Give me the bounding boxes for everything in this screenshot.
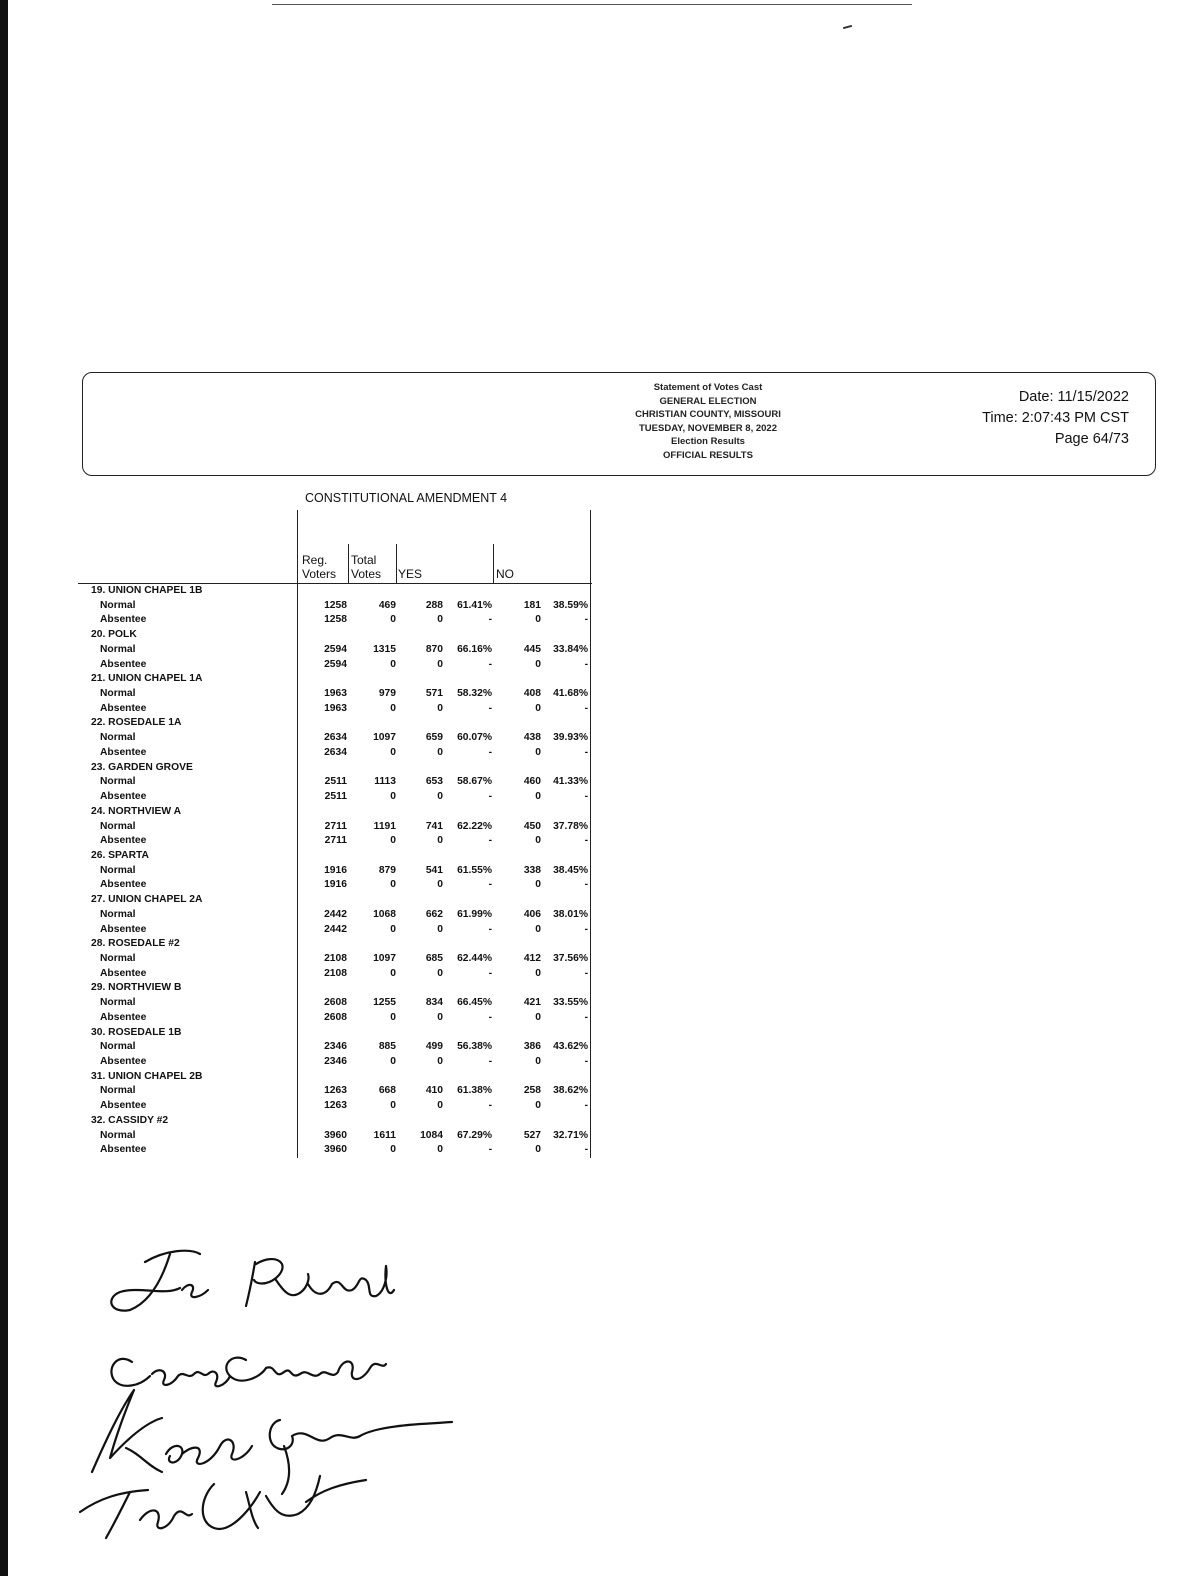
results-table xyxy=(0,584,600,1158)
reg-voters-cell: 1258 xyxy=(324,614,347,626)
column-divider xyxy=(348,544,349,584)
table-row xyxy=(0,1099,600,1114)
total-votes-cell: 0 xyxy=(390,658,396,670)
no-votes-cell: 0 xyxy=(535,835,541,847)
yes-percent-cell: - xyxy=(488,702,492,714)
no-votes-cell: 386 xyxy=(523,1041,541,1053)
total-votes-cell: 0 xyxy=(390,1011,396,1023)
no-percent-cell: - xyxy=(584,1144,588,1156)
no-percent-cell: - xyxy=(584,879,588,891)
no-votes-cell: 406 xyxy=(523,908,541,920)
yes-percent-cell: - xyxy=(488,1144,492,1156)
no-votes-cell: 438 xyxy=(523,732,541,744)
vote-type-label: Absentee xyxy=(100,702,147,714)
precinct-name: 31. UNION CHAPEL 2B xyxy=(91,1070,203,1082)
no-votes-cell: 408 xyxy=(523,688,541,700)
yes-votes-cell: 0 xyxy=(437,658,443,670)
total-votes-cell: 0 xyxy=(390,614,396,626)
total-votes-cell: 0 xyxy=(390,879,396,891)
yes-votes-cell: 288 xyxy=(425,599,443,611)
table-row xyxy=(0,820,600,835)
table-row xyxy=(0,613,600,628)
column-header-yes: YES xyxy=(398,567,423,581)
vote-type-label: Normal xyxy=(100,776,136,788)
no-percent-cell: - xyxy=(584,923,588,935)
vote-type-label: Normal xyxy=(100,688,136,700)
precinct-row xyxy=(0,716,600,731)
total-votes-cell: 1315 xyxy=(373,643,396,655)
no-percent-cell: 38.01% xyxy=(553,908,588,920)
reg-voters-cell: 2511 xyxy=(324,791,347,803)
signature-3 xyxy=(92,1390,452,1494)
vote-type-label: Normal xyxy=(100,1129,136,1141)
yes-votes-cell: 653 xyxy=(425,776,443,788)
yes-percent-cell: 61.55% xyxy=(457,864,492,876)
report-time: Time: 2:07:43 PM CST xyxy=(982,410,1129,426)
vote-type-label: Normal xyxy=(100,908,136,920)
total-votes-cell: 1191 xyxy=(373,820,396,832)
table-row xyxy=(0,1143,600,1158)
table-row xyxy=(0,775,600,790)
no-percent-cell: 37.56% xyxy=(553,952,588,964)
table-row xyxy=(0,658,600,673)
table-row xyxy=(0,1040,600,1055)
reg-voters-cell: 2634 xyxy=(324,746,347,758)
no-percent-cell: 38.62% xyxy=(553,1085,588,1097)
report-page: Page 64/73 xyxy=(1054,431,1129,447)
report-header-meta xyxy=(982,387,1129,450)
reg-voters-cell: 2594 xyxy=(324,643,347,655)
no-percent-cell: 33.55% xyxy=(553,997,588,1009)
precinct-row xyxy=(0,761,600,776)
header-line: CHRISTIAN COUNTY, MISSOURI xyxy=(635,409,781,421)
yes-percent-cell: - xyxy=(488,923,492,935)
total-votes-cell: 0 xyxy=(390,835,396,847)
header-line: Election Results xyxy=(671,436,745,448)
header-line: OFFICIAL RESULTS xyxy=(663,449,753,461)
total-votes-cell: 0 xyxy=(390,746,396,758)
reg-voters-cell: 1263 xyxy=(324,1100,347,1112)
yes-percent-cell: 66.45% xyxy=(457,997,492,1009)
table-row xyxy=(0,1055,600,1070)
vote-type-label: Absentee xyxy=(100,835,147,847)
yes-votes-cell: 499 xyxy=(425,1041,443,1053)
column-header-reg-voters: Reg. Voters xyxy=(302,553,337,581)
yes-votes-cell: 1084 xyxy=(420,1129,443,1141)
total-votes-cell: 0 xyxy=(390,967,396,979)
reg-voters-cell: 1963 xyxy=(324,688,347,700)
yes-percent-cell: - xyxy=(488,791,492,803)
yes-votes-cell: 0 xyxy=(437,923,443,935)
total-votes-cell: 1097 xyxy=(373,732,396,744)
vote-type-label: Absentee xyxy=(100,791,147,803)
vote-type-label: Normal xyxy=(100,643,136,655)
table-row xyxy=(0,1129,600,1144)
yes-votes-cell: 0 xyxy=(437,1056,443,1067)
precinct-name: 20. POLK xyxy=(91,629,137,641)
vote-type-label: Absentee xyxy=(100,923,147,935)
table-row xyxy=(0,599,600,614)
vote-type-label: Normal xyxy=(100,820,136,832)
no-votes-cell: 527 xyxy=(523,1129,541,1141)
table-row xyxy=(0,702,600,717)
yes-percent-cell: - xyxy=(488,614,492,626)
precinct-name: 21. UNION CHAPEL 1A xyxy=(91,673,203,685)
total-votes-cell: 0 xyxy=(390,1056,396,1067)
table-row xyxy=(0,967,600,982)
no-votes-cell: 0 xyxy=(535,879,541,891)
table-row xyxy=(0,746,600,761)
signature-4 xyxy=(80,1476,366,1538)
total-votes-cell: 885 xyxy=(378,1041,396,1053)
yes-percent-cell: - xyxy=(488,879,492,891)
precinct-name: 26. SPARTA xyxy=(91,849,149,861)
reg-voters-cell: 1263 xyxy=(324,1085,347,1097)
yes-votes-cell: 0 xyxy=(437,1100,443,1112)
no-votes-cell: 0 xyxy=(535,1056,541,1067)
precinct-row xyxy=(0,1070,600,1085)
yes-percent-cell: - xyxy=(488,658,492,670)
total-votes-cell: 668 xyxy=(378,1085,396,1097)
total-votes-cell: 879 xyxy=(378,864,396,876)
header-line: GENERAL ELECTION xyxy=(659,395,757,407)
total-votes-cell: 0 xyxy=(390,1144,396,1156)
reg-voters-cell: 2594 xyxy=(324,658,347,670)
table-row xyxy=(0,908,600,923)
precinct-row xyxy=(0,981,600,996)
total-votes-cell: 1097 xyxy=(373,952,396,964)
yes-percent-cell: 66.16% xyxy=(457,643,492,655)
table-row xyxy=(0,687,600,702)
precinct-row xyxy=(0,584,600,599)
no-percent-cell: - xyxy=(584,835,588,847)
no-votes-cell: 0 xyxy=(535,967,541,979)
yes-percent-cell: - xyxy=(488,835,492,847)
total-votes-cell: 1611 xyxy=(373,1129,396,1141)
yes-votes-cell: 741 xyxy=(425,820,443,832)
reg-voters-cell: 2711 xyxy=(324,820,347,832)
no-votes-cell: 0 xyxy=(535,658,541,670)
column-header-no: NO xyxy=(496,567,514,581)
vote-type-label: Absentee xyxy=(100,1011,147,1023)
precinct-row xyxy=(0,937,600,952)
yes-percent-cell: 58.32% xyxy=(457,688,492,700)
signature-block xyxy=(70,1240,490,1540)
yes-votes-cell: 0 xyxy=(437,835,443,847)
yes-percent-cell: - xyxy=(488,967,492,979)
no-votes-cell: 460 xyxy=(523,776,541,788)
table-row xyxy=(0,923,600,938)
yes-votes-cell: 0 xyxy=(437,746,443,758)
no-votes-cell: 0 xyxy=(535,614,541,626)
yes-percent-cell: - xyxy=(488,1056,492,1067)
total-votes-cell: 0 xyxy=(390,1100,396,1112)
top-rule xyxy=(272,4,912,5)
table-row xyxy=(0,643,600,658)
no-votes-cell: 0 xyxy=(535,1011,541,1023)
vote-type-label: Normal xyxy=(100,599,136,611)
reg-voters-cell: 1963 xyxy=(324,702,347,714)
precinct-name: 32. CASSIDY #2 xyxy=(91,1114,169,1126)
precinct-row xyxy=(0,805,600,820)
no-votes-cell: 445 xyxy=(523,643,541,655)
stray-mark xyxy=(843,25,852,29)
yes-percent-cell: 56.38% xyxy=(457,1041,492,1053)
total-votes-cell: 979 xyxy=(378,688,396,700)
vote-type-label: Normal xyxy=(100,952,136,964)
precinct-row xyxy=(0,893,600,908)
vote-type-label: Absentee xyxy=(100,1144,147,1156)
reg-voters-cell: 1916 xyxy=(324,879,347,891)
vote-type-label: Normal xyxy=(100,732,136,744)
vote-type-label: Absentee xyxy=(100,1056,147,1067)
table-row xyxy=(0,1011,600,1026)
no-percent-cell: - xyxy=(584,614,588,626)
vote-type-label: Absentee xyxy=(100,1100,147,1112)
table-row xyxy=(0,834,600,849)
no-votes-cell: 450 xyxy=(523,820,541,832)
reg-voters-cell: 2608 xyxy=(324,997,347,1009)
reg-voters-cell: 2511 xyxy=(324,776,347,788)
yes-percent-cell: 62.22% xyxy=(457,820,492,832)
contest-title: CONSTITUTIONAL AMENDMENT 4 xyxy=(305,491,508,505)
no-percent-cell: 39.93% xyxy=(553,732,588,744)
precinct-name: 30. ROSEDALE 1B xyxy=(91,1026,182,1038)
no-votes-cell: 258 xyxy=(523,1085,541,1097)
yes-votes-cell: 834 xyxy=(425,997,443,1009)
total-votes-cell: 0 xyxy=(390,923,396,935)
no-votes-cell: 0 xyxy=(535,791,541,803)
total-votes-cell: 0 xyxy=(390,702,396,714)
reg-voters-cell: 2108 xyxy=(324,952,347,964)
no-percent-cell: 32.71% xyxy=(553,1129,588,1141)
yes-percent-cell: 61.99% xyxy=(457,908,492,920)
no-percent-cell: - xyxy=(584,1011,588,1023)
total-votes-cell: 0 xyxy=(390,791,396,803)
no-percent-cell: 38.45% xyxy=(553,864,588,876)
yes-votes-cell: 662 xyxy=(425,908,443,920)
report-header xyxy=(82,372,1156,476)
no-votes-cell: 421 xyxy=(523,997,541,1009)
yes-votes-cell: 0 xyxy=(437,702,443,714)
precinct-row xyxy=(0,1026,600,1041)
precinct-name: 23. GARDEN GROVE xyxy=(91,761,193,773)
yes-votes-cell: 0 xyxy=(437,967,443,979)
vote-type-label: Normal xyxy=(100,864,136,876)
yes-percent-cell: - xyxy=(488,746,492,758)
precinct-name: 19. UNION CHAPEL 1B xyxy=(91,585,203,596)
yes-percent-cell: - xyxy=(488,1011,492,1023)
total-votes-cell: 1255 xyxy=(373,997,396,1009)
precinct-name: 27. UNION CHAPEL 2A xyxy=(91,894,203,906)
yes-votes-cell: 659 xyxy=(425,732,443,744)
no-percent-cell: - xyxy=(584,791,588,803)
header-line: TUESDAY, NOVEMBER 8, 2022 xyxy=(639,422,777,434)
no-percent-cell: 41.33% xyxy=(553,776,588,788)
no-votes-cell: 412 xyxy=(523,952,541,964)
precinct-name: 22. ROSEDALE 1A xyxy=(91,717,182,729)
no-percent-cell: 37.78% xyxy=(553,820,588,832)
yes-percent-cell: 62.44% xyxy=(457,952,492,964)
yes-votes-cell: 571 xyxy=(425,688,443,700)
table-row xyxy=(0,996,600,1011)
yes-votes-cell: 0 xyxy=(437,879,443,891)
reg-voters-cell: 2346 xyxy=(324,1056,347,1067)
yes-votes-cell: 870 xyxy=(425,643,443,655)
yes-percent-cell: - xyxy=(488,1100,492,1112)
precinct-row xyxy=(0,672,600,687)
reg-voters-cell: 2108 xyxy=(324,967,347,979)
reg-voters-cell: 3960 xyxy=(324,1129,347,1141)
no-votes-cell: 0 xyxy=(535,746,541,758)
no-percent-cell: - xyxy=(584,658,588,670)
no-votes-cell: 338 xyxy=(523,864,541,876)
column-divider xyxy=(493,544,494,584)
no-percent-cell: - xyxy=(584,746,588,758)
reg-voters-cell: 2634 xyxy=(324,732,347,744)
column-header-total-votes: Total Votes xyxy=(351,553,382,581)
no-votes-cell: 181 xyxy=(523,599,541,611)
no-votes-cell: 0 xyxy=(535,1100,541,1112)
yes-percent-cell: 60.07% xyxy=(457,732,492,744)
vote-type-label: Absentee xyxy=(100,967,147,979)
yes-votes-cell: 0 xyxy=(437,791,443,803)
report-header-titles xyxy=(523,381,893,463)
yes-percent-cell: 67.29% xyxy=(457,1129,492,1141)
precinct-name: 29. NORTHVIEW B xyxy=(91,982,182,994)
no-percent-cell: 33.84% xyxy=(553,643,588,655)
no-votes-cell: 0 xyxy=(535,1144,541,1156)
precinct-name: 24. NORTHVIEW A xyxy=(91,805,182,817)
vote-type-label: Absentee xyxy=(100,658,147,670)
no-votes-cell: 0 xyxy=(535,702,541,714)
yes-percent-cell: 61.41% xyxy=(457,599,492,611)
yes-votes-cell: 410 xyxy=(425,1085,443,1097)
vote-type-label: Absentee xyxy=(100,746,147,758)
vote-type-label: Absentee xyxy=(100,614,147,626)
table-row xyxy=(0,952,600,967)
reg-voters-cell: 2711 xyxy=(324,835,347,847)
table-row xyxy=(0,731,600,746)
total-votes-cell: 1068 xyxy=(373,908,396,920)
signature-1 xyxy=(111,1251,394,1311)
table-row xyxy=(0,864,600,879)
table-row xyxy=(0,1084,600,1099)
yes-percent-cell: 61.38% xyxy=(457,1085,492,1097)
total-votes-cell: 1113 xyxy=(374,776,396,788)
reg-voters-cell: 1916 xyxy=(324,864,347,876)
precinct-row xyxy=(0,628,600,643)
total-votes-cell: 469 xyxy=(378,599,396,611)
yes-votes-cell: 0 xyxy=(437,614,443,626)
precinct-name: 28. ROSEDALE #2 xyxy=(91,938,180,950)
no-percent-cell: - xyxy=(584,1056,588,1067)
no-percent-cell: 43.62% xyxy=(553,1041,588,1053)
reg-voters-cell: 2608 xyxy=(324,1011,347,1023)
precinct-row xyxy=(0,849,600,864)
no-percent-cell: 41.68% xyxy=(553,688,588,700)
no-percent-cell: - xyxy=(584,967,588,979)
signature-2 xyxy=(111,1358,386,1387)
reg-voters-cell: 2442 xyxy=(324,908,347,920)
no-percent-cell: - xyxy=(584,702,588,714)
reg-voters-cell: 1258 xyxy=(324,599,347,611)
table-row xyxy=(0,878,600,893)
vote-type-label: Normal xyxy=(100,1041,136,1053)
no-votes-cell: 0 xyxy=(535,923,541,935)
vote-type-label: Normal xyxy=(100,997,136,1009)
yes-votes-cell: 0 xyxy=(437,1011,443,1023)
header-line: Statement of Votes Cast xyxy=(653,382,763,393)
no-percent-cell: - xyxy=(584,1100,588,1112)
table-row xyxy=(0,790,600,805)
reg-voters-cell: 2346 xyxy=(324,1041,347,1053)
precinct-row xyxy=(0,1114,600,1129)
yes-percent-cell: 58.67% xyxy=(457,776,492,788)
yes-votes-cell: 541 xyxy=(425,864,443,876)
column-divider xyxy=(396,544,397,584)
yes-votes-cell: 685 xyxy=(425,952,443,964)
no-percent-cell: 38.59% xyxy=(553,599,588,611)
vote-type-label: Absentee xyxy=(100,879,147,891)
reg-voters-cell: 2442 xyxy=(324,923,347,935)
vote-type-label: Normal xyxy=(100,1085,136,1097)
report-date: Date: 11/15/2022 xyxy=(1018,389,1129,405)
yes-votes-cell: 0 xyxy=(437,1144,443,1156)
reg-voters-cell: 3960 xyxy=(324,1144,347,1156)
